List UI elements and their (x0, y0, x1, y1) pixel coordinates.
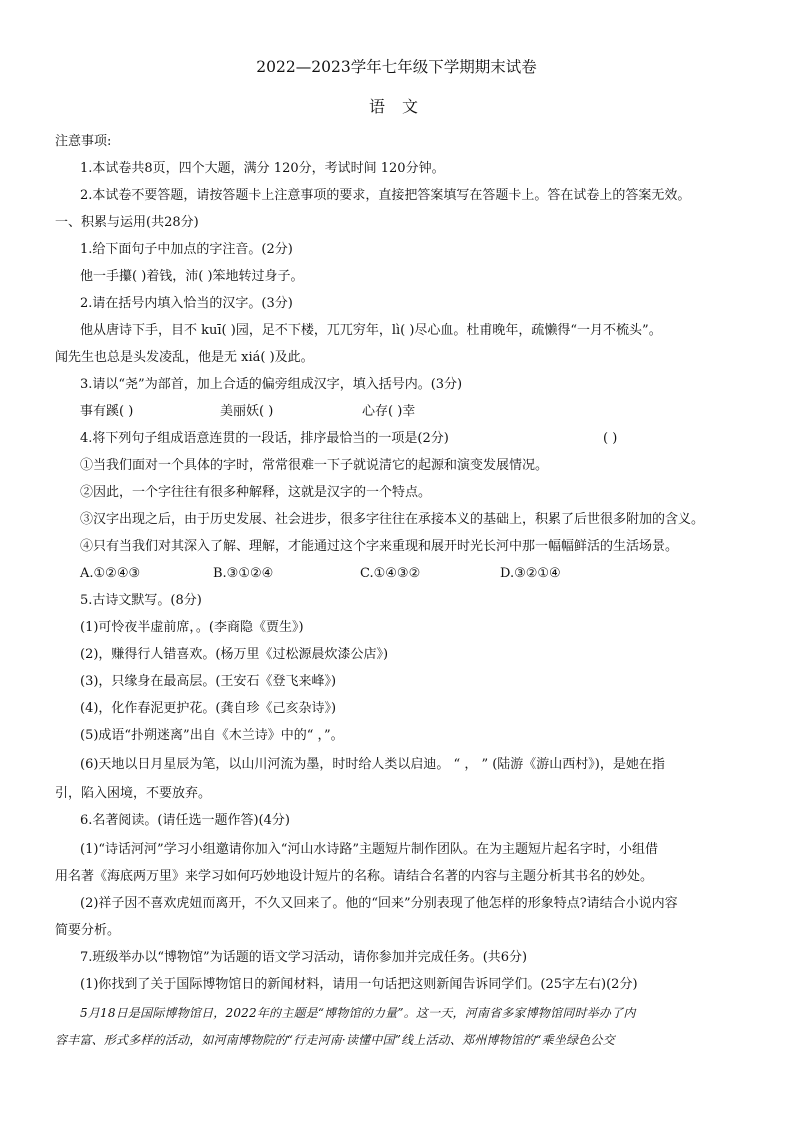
question-stem-4: 4.将下列句子组成语意连贯的一段话，排序最恰当的一项是(2分) (80, 431, 449, 446)
q6-p2a: (2)祥子因不喜欢虎妞而离开，不久又回来了。他的“回来”分别表现了他怎样的形象特点?请结合小说内容 (80, 896, 678, 911)
page-title: 2022—2023学年七年级下学期期末试卷 (256, 58, 537, 76)
answer-bracket: ( ) (603, 431, 618, 446)
q4-option-c: C.①④③② (360, 566, 421, 581)
q4-sentence: ③汉字出现之后，由于历史发展、社会进步，很多字往往在承接本义的基础上，积累了后世很多附加的含义。 (80, 512, 705, 527)
q7-sub1: (1)你找到了关于国际博物馆日的新闻材料，请用一句话把这则新闻告诉同学们。(25字左右)(2分) (80, 977, 638, 992)
q5-item: (5)成语“扑朔迷离”出自《木兰诗》中的“ ，”。 (80, 728, 344, 743)
q4-sentence: ①当我们面对一个具体的字时，常常很难一下子就说清它的起源和演变发展情况。 (80, 458, 549, 473)
section-heading: 一、积累与运用(共28分) (55, 215, 199, 230)
question-stem-7: 7.班级举办以“博物馆”为话题的语文学习活动，请你参加并完成任务。(共6分) (80, 950, 528, 965)
news-text-2: 容丰富、形式多样的活动，如河南博物院的“行走河南·读懂中国”线上活动、郑州博物馆的“乘坐绿色公交 (55, 1033, 615, 1047)
q6-p1b: 用名著《海底两万里》来学习如何巧妙地设计短片的名称。请结合名著的内容与主题分析其书名的妙处。 (55, 869, 654, 884)
notes-heading: 注意事项: (55, 134, 112, 149)
news-text-1: 5月18日是国际博物馆日，2022年的主题是“博物馆的力量”。这一天，河南省多家博物馆同时举办了内 (80, 1006, 636, 1020)
question-stem-1: 1.给下面句子中加点的字注音。(2分) (80, 242, 293, 257)
question-stem-5: 5.古诗文默写。(8分) (80, 593, 202, 608)
q3-item: 事有蹊( ) (80, 404, 134, 419)
notes-item: 2.本试卷不要答题，请按答题卡上注意事项的要求，直接把答案填写在答题卡上。答在试卷上的答案无效。 (80, 188, 691, 203)
q4-sentence: ④只有当我们对其深入了解、理解，才能通过这个字来重现和展开时光长河中那一幅幅鲜活的生活场景。 (80, 539, 679, 554)
q4-sentence: ②因此，一个字往往有很多种解释，这就是汉字的一个特点。 (80, 485, 432, 500)
q4-option-d: D.③②①④ (500, 566, 561, 581)
question-text-2a: 他从唐诗下手，目不 kuī( )园，足不下楼，兀兀穷年，lì( )尽心血。杜甫晚年，疏懒得“一月不梳头”。 (80, 323, 662, 338)
q6-p2b: 简要分析。 (55, 923, 121, 938)
q5-item-6b: 引，陷入困境，不要放弃。 (55, 786, 212, 801)
q4-option-b: B.③①②④ (213, 566, 274, 581)
q5-item: (1)可怜夜半虚前席，。(李商隐《贾生》) (80, 620, 304, 635)
question-text-2b: 闻先生也总是头发凌乱，他是无 xiá( )及此。 (55, 350, 314, 365)
q5-item: (2)，赚得行人错喜欢。(杨万里《过松源晨炊漆公店》) (80, 647, 389, 662)
question-stem-3: 3.请以“尧”为部首，加上合适的偏旁组成汉字，填入括号内。(3分) (80, 377, 463, 392)
q5-item: (3)，只缘身在最高层。(王安石《登飞来峰》) (80, 674, 337, 689)
q6-p1a: (1)“诗话河河”学习小组邀请你加入“河山水诗路”主题短片制作团队。在为主题短片起名字时，小组借 (80, 842, 658, 857)
q4-option-a: A.①②④③ (80, 566, 141, 581)
q3-item: 美丽妖( ) (220, 404, 274, 419)
question-stem-6: 6.名著阅读。(请任选一题作答)(4分) (80, 813, 290, 828)
question-text-1: 他一手攥( )着钱，沛( )笨地转过身子。 (80, 269, 304, 284)
notes-item: 1.本试卷共8页，四个大题，满分 120分，考试时间 120分钟。 (80, 161, 445, 176)
q5-item: (4)，化作春泥更护花。(龚自珍《己亥杂诗》) (80, 701, 337, 716)
question-stem-2: 2.请在括号内填入恰当的汉字。(3分) (80, 296, 293, 311)
subject-title: 语 文 (368, 97, 425, 116)
q5-item-6a: (6)天地以日月星辰为笔，以山川河流为墨，时时给人类以启迪。 “ ， ” (陆游《游山西村》)，是她在指 (80, 757, 665, 772)
q3-item: 心存( )幸 (362, 404, 416, 419)
